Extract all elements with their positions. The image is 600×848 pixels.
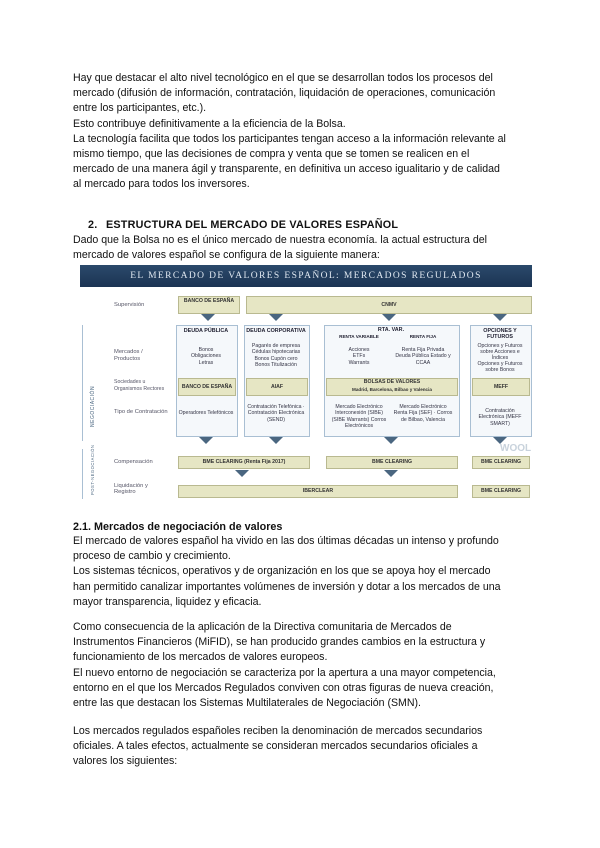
text-line: oficiales. A tales efectos, actualmente se consideran mercados secundarios oficiales a [73, 740, 478, 753]
arrow-down-icon [493, 314, 507, 321]
text-line: Instrumentos Financieros (MiFID), se han producido grandes cambios en la estructura y [73, 636, 486, 649]
text-line: proceso de cambio y crecimiento. [73, 550, 231, 563]
contratacion-cell: Mercado Electrónico Interconexión (SIBE) (SIBE Warrants) Corros Electrónicos [331, 404, 387, 430]
text-line: Hay que destacar el alto nivel tecnológico en el que se desarrollan todos los procesos del [73, 72, 493, 84]
text-line: Esto contribuye definitivamente a la eficiencia de la Bolsa. [73, 117, 346, 130]
arrow-down-icon [384, 470, 398, 477]
arrow-down-icon [269, 437, 283, 444]
arrow-down-icon [384, 437, 398, 444]
products-deuda-corporativa: Pagarés de empresa Cédulas hipotecarias Bonos Cupón cero Bonos Titulización [251, 343, 301, 369]
text-line: han permitido canalizar importantes volúmenes de inversión y dotar a los mercados de una [73, 580, 501, 593]
products-renta-variable: Acciones ETFs Warrants [348, 347, 370, 366]
market-structure-figure [80, 265, 532, 500]
compensacion-box: BME CLEARING [472, 456, 530, 469]
row-label-contratacion: Tipo de Contratación [114, 409, 168, 415]
arrow-down-icon [201, 314, 215, 321]
section2-paragraph [73, 233, 533, 263]
section-heading [88, 219, 398, 231]
contratacion-cell: Operadores Telefónicos [178, 410, 234, 416]
text-line: mismo tiempo, que las decisiones de compra y venta que se tomen se realicen en el [73, 148, 470, 161]
text-line: Como consecuencia de la aplicación de la Directiva comunitaria de Mercados de [73, 621, 452, 633]
arrow-down-icon [382, 314, 396, 321]
products-renta-fija: Renta Fija Privada Deuda Pública Estado y CCAA [395, 347, 451, 366]
supervision-label: Supervisión [114, 302, 145, 308]
text-line: mercado (difusión de información, contratación, liquidación de operaciones, comunicación [73, 87, 496, 100]
subsection-heading: 2.1. Mercados de negociación de valores [73, 521, 283, 533]
side-label-negociacion: NEGOCIACIÓN [90, 385, 96, 427]
column-header: DEUDA CORPORATIVA [246, 328, 306, 334]
text-line: mayor transparencia, liquidez y eficacia. [73, 595, 262, 608]
arrow-down-icon [235, 470, 249, 477]
liquidacion-label: Liquidación y Registro [114, 483, 148, 495]
intro-paragraph [73, 71, 533, 193]
text-line: al mercado para todos los inversores. [73, 178, 250, 191]
column-header: DEUDA PÚBLICA [183, 328, 229, 334]
text-line: Los mercados regulados españoles reciben la denominación de mercados secundarios [73, 725, 483, 737]
frame-line [82, 449, 83, 499]
text-line: Los sistemas técnicos, operativos y de organización en los que se apoya hoy el mercado [73, 565, 491, 578]
arrow-down-icon [269, 314, 283, 321]
text-line: valores los siguientes: [73, 755, 178, 768]
text-line: entre los participantes, etc.). [73, 102, 207, 115]
contratacion-cell: Mercado Electrónico Renta Fija (SEF) · Corros de Bilbao, Valencia [393, 404, 453, 423]
rector-box: MEFF [472, 378, 530, 396]
text-line: La tecnología facilita que todos los participantes tengan acceso a la información relevante al [73, 132, 506, 145]
column-header: RENTA FIJA [409, 334, 437, 339]
products-deuda-publica: Bonos Obligaciones Letras [191, 347, 221, 366]
text-line: funcionamiento de los mercados de valores europeos. [73, 651, 328, 664]
text-line: mercado de una manera ágil y transparente, en definitiva un acceso igualitario y de calidad [73, 163, 500, 176]
section-number: 2. [88, 219, 98, 231]
supervision-box-bde: BANCO DE ESPAÑA [178, 296, 240, 314]
side-label-post: POST-NEGOCIACIÓN [90, 444, 95, 495]
arrow-down-icon [199, 437, 213, 444]
figure-banner: EL MERCADO DE VALORES ESPAÑOL: MERCADOS REGULADOS [80, 265, 532, 287]
rector-box: AIAF [246, 378, 308, 396]
row-label-productos: Mercados / Productos [114, 349, 143, 362]
column-header: OPCIONES Y FUTUROS [483, 328, 517, 340]
compensacion-box: BME CLEARING (Renta Fija 2017) [178, 456, 310, 469]
supervision-box-cnmv: CNMV [246, 296, 532, 314]
rector-box: BANCO DE ESPAÑA [178, 378, 236, 396]
column-header: RENTA VARIABLE [339, 334, 379, 339]
watermark: WOOL [500, 443, 532, 454]
rector-box: BOLSAS DE VALORES Madrid, Barcelona, Bilbao y Valencia [326, 378, 458, 396]
products-opciones: Opciones y Futuros sobre Acciones e Índices Opciones y Futuros sobre Bonos [477, 343, 523, 373]
liquidacion-box: IBERCLEAR [178, 485, 458, 498]
liquidacion-box: BME CLEARING [472, 485, 530, 498]
contratacion-cell: Contratación Telefónica · Contratación Electrónica (SEND) [247, 404, 305, 423]
frame-line [82, 325, 83, 441]
text-line: entre las que destacan los Sistemas Multilaterales de Negociación (SMN). [73, 697, 421, 710]
section21-paragraph-b [73, 620, 533, 711]
text-line: El nuevo entorno de negociación se caracteriza por la apertura a una mayor competencia, [73, 666, 496, 679]
text-line: mercado de valores español se configura de la siguiente manera: [73, 249, 380, 262]
column-group-header: RTA. VAR. [377, 327, 405, 333]
contratacion-cell: Contratación Electrónica (MEFF SMART) [478, 408, 522, 427]
row-label-rectores: Sociedades u Organismos Rectores [114, 379, 165, 392]
compensacion-label: Compensación [114, 459, 153, 465]
text-line: entorno en el que los Mercados Regulados conviven con otras figuras de nueva creación, [73, 681, 494, 694]
section21-paragraph-c [73, 724, 533, 770]
text-line: Dado que la Bolsa no es el único mercado de nuestra economía. la actual estructura del [73, 234, 487, 246]
section-title: ESTRUCTURA DEL MERCADO DE VALORES ESPAÑOL [106, 219, 399, 231]
section21-paragraph-a [73, 534, 533, 610]
compensacion-box: BME CLEARING [326, 456, 458, 469]
text-line: El mercado de valores español ha vivido en las dos últimas décadas un intenso y profundo [73, 535, 499, 547]
